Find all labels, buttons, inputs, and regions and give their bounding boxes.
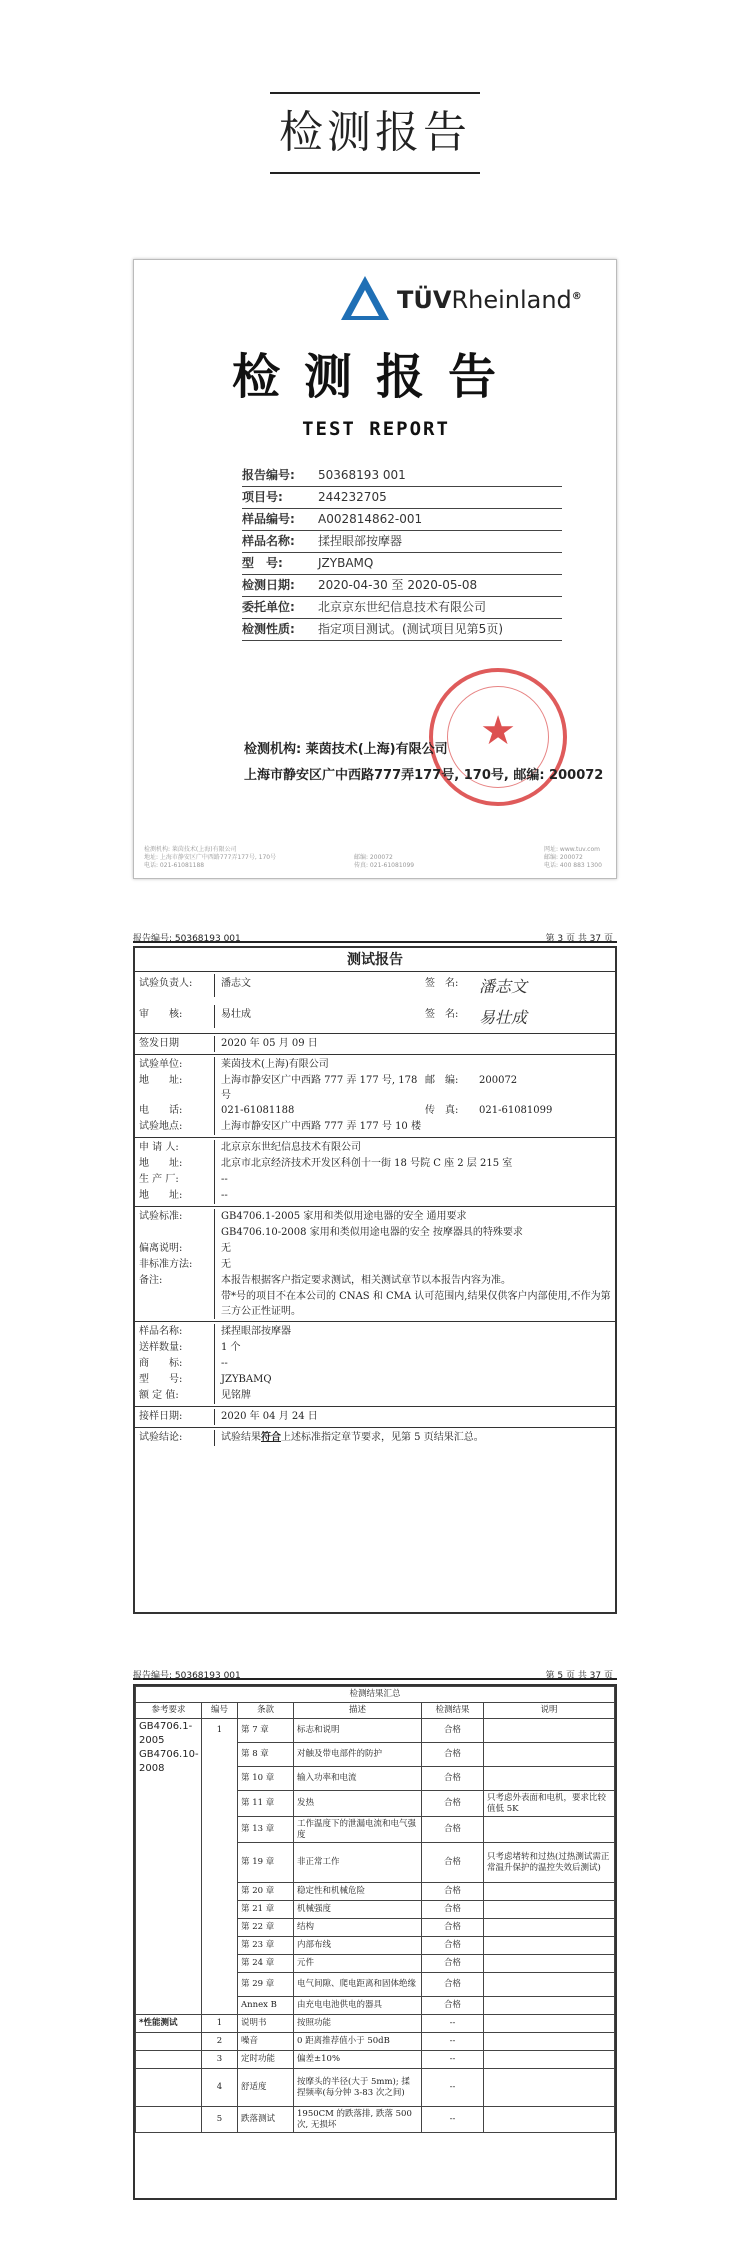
field-report-no bbox=[242, 465, 562, 487]
col-header: 描述 bbox=[294, 1703, 422, 1719]
value: -- bbox=[221, 1358, 228, 1369]
result: 合格 bbox=[422, 1817, 484, 1843]
perf-item: 说明书 bbox=[238, 2015, 294, 2033]
cover-footer bbox=[134, 846, 618, 876]
field-model bbox=[242, 553, 562, 575]
desc: 对触及带电部件的防护 bbox=[294, 1743, 422, 1767]
sample-block bbox=[135, 1322, 615, 1407]
conclusion-text: 上述标准指定章节要求，见第 5 页结果汇总。 bbox=[281, 1432, 484, 1443]
note bbox=[484, 1955, 615, 1973]
value: GB4706.1-2005 家用和类似用途电器的安全 通用要求 bbox=[221, 1211, 467, 1222]
note bbox=[484, 1719, 615, 1743]
perf-row bbox=[136, 2107, 615, 2133]
note bbox=[484, 1997, 615, 2015]
result: 合格 bbox=[422, 1883, 484, 1901]
value: 021-61081099 bbox=[479, 1105, 553, 1116]
cover-fields bbox=[242, 465, 562, 641]
value: 北京市北京经济技术开发区科创十一街 18 号院 C 座 2 层 215 室 bbox=[221, 1158, 513, 1169]
label: 电 话: bbox=[135, 1103, 215, 1119]
value: JZYBAMQ bbox=[221, 1374, 272, 1385]
perf-label: *性能测试 bbox=[136, 2015, 202, 2033]
clause: 第 29 章 bbox=[238, 1973, 294, 1997]
value: 无 bbox=[221, 1243, 231, 1254]
value: 200072 bbox=[479, 1075, 518, 1086]
clause: 第 21 章 bbox=[238, 1901, 294, 1919]
value: -- bbox=[221, 1174, 228, 1185]
value: 北京京东世纪信息技术有限公司 bbox=[221, 1142, 361, 1153]
footer-line: 电话: 400 883 1300 bbox=[544, 862, 602, 869]
field-key: 报告编号: bbox=[242, 468, 295, 482]
perf-no: 1 bbox=[202, 2015, 238, 2033]
footer-line: 传真: 021-61081099 bbox=[354, 862, 415, 869]
result: 合格 bbox=[422, 1743, 484, 1767]
perf-desc: 偏差±10% bbox=[294, 2051, 422, 2069]
label: 生 产 厂: bbox=[135, 1172, 215, 1188]
page5 bbox=[133, 1684, 617, 2200]
desc: 元件 bbox=[294, 1955, 422, 1973]
perf-desc: 按摩头的半径(大于 5mm); 揉捏频率(每分钟 3-83 次之间) bbox=[294, 2069, 422, 2107]
field-key: 样品编号: bbox=[242, 512, 295, 526]
note bbox=[484, 1919, 615, 1937]
field-client bbox=[242, 597, 562, 619]
col-header: 说明 bbox=[484, 1703, 615, 1719]
issue-date-row bbox=[135, 1034, 615, 1055]
page3 bbox=[133, 946, 617, 1614]
value: 021-61081188 bbox=[221, 1105, 295, 1116]
field-value: 50368193 001 bbox=[318, 468, 406, 482]
note bbox=[484, 1937, 615, 1955]
value: 2020 年 05 月 09 日 bbox=[221, 1038, 318, 1049]
field-value: A002814862-001 bbox=[318, 512, 423, 526]
clause: 第 20 章 bbox=[238, 1883, 294, 1901]
std-ref: GB4706.1-2005 GB4706.10-2008 bbox=[136, 1719, 202, 2015]
footer-line: 邮编: 200072 bbox=[354, 854, 393, 861]
field-test-type bbox=[242, 619, 562, 641]
clause: 第 7 章 bbox=[238, 1719, 294, 1743]
clause: 第 11 章 bbox=[238, 1791, 294, 1817]
field-value: 揉捏眼部按摩器 bbox=[318, 534, 403, 548]
value: 带*号的项目不在本公司的 CNAS 和 CMA 认可范围内,结果仅供客户内部使用,不作为第三方公正性证明。 bbox=[221, 1291, 611, 1317]
conclusion-result: 符合 bbox=[261, 1432, 281, 1443]
label: 样品名称: bbox=[135, 1324, 215, 1340]
perf-no: 4 bbox=[202, 2069, 238, 2107]
tuv-logo bbox=[339, 272, 609, 332]
desc: 机械强度 bbox=[294, 1901, 422, 1919]
signature-block bbox=[135, 972, 615, 1034]
label: 非标准方法: bbox=[135, 1257, 215, 1273]
note bbox=[484, 1973, 615, 1997]
label: 签发日期 bbox=[135, 1036, 215, 1052]
perf-result: -- bbox=[422, 2069, 484, 2107]
desc: 标志和说明 bbox=[294, 1719, 422, 1743]
field-sample-no bbox=[242, 509, 562, 531]
desc: 电气间隙、爬电距离和固体绝缘 bbox=[294, 1973, 422, 1997]
lab-address: 上海市静安区广中西路777弄177号, 170号, 邮编: 200072 bbox=[244, 768, 604, 783]
label: 额 定 值: bbox=[135, 1388, 215, 1404]
clause: 第 13 章 bbox=[238, 1817, 294, 1843]
desc: 工作温度下的泄漏电流和电气强度 bbox=[294, 1817, 422, 1843]
col-header: 编号 bbox=[202, 1703, 238, 1719]
clause: 第 10 章 bbox=[238, 1767, 294, 1791]
note bbox=[484, 1743, 615, 1767]
field-value: JZYBAMQ bbox=[318, 556, 374, 570]
cover-page bbox=[133, 259, 617, 879]
label: 商 标: bbox=[135, 1356, 215, 1372]
desc: 结构 bbox=[294, 1919, 422, 1937]
desc: 内部布线 bbox=[294, 1937, 422, 1955]
page3-title: 测试报告 bbox=[135, 948, 615, 972]
conclusion-text: 试验结果 bbox=[221, 1432, 261, 1443]
label: 接样日期: bbox=[135, 1409, 215, 1425]
label: 试验地点: bbox=[135, 1119, 215, 1135]
title-rule-top bbox=[270, 92, 480, 94]
result: 合格 bbox=[422, 1973, 484, 1997]
cover-subtitle: TEST REPORT bbox=[302, 418, 450, 440]
label: 签 名: bbox=[425, 978, 459, 989]
value: 揉捏眼部按摩器 bbox=[221, 1326, 291, 1337]
label: 试验单位: bbox=[135, 1057, 215, 1073]
tester-signature: 潘志文 bbox=[479, 977, 528, 996]
result: 合格 bbox=[422, 1955, 484, 1973]
label: 传 真: bbox=[425, 1105, 459, 1116]
test-lab: 检测机构: 莱茵技术(上海)有限公司 bbox=[244, 742, 448, 757]
perf-row bbox=[136, 2033, 615, 2051]
value: 上海市静安区广中西路 777 弄 177 号, 178 号 bbox=[221, 1075, 418, 1101]
brand-normal: Rheinland bbox=[451, 286, 572, 314]
desc: 非正常工作 bbox=[294, 1843, 422, 1883]
seal-star-icon: ★ bbox=[480, 708, 516, 754]
perf-row bbox=[136, 2069, 615, 2107]
col-header: 参考要求 bbox=[136, 1703, 202, 1719]
field-value: 2020-04-30 至 2020-05-08 bbox=[318, 578, 478, 592]
result: 合格 bbox=[422, 1919, 484, 1937]
reviewer-signature: 易壮成 bbox=[479, 1008, 528, 1027]
clause: 第 23 章 bbox=[238, 1937, 294, 1955]
results-summary-table bbox=[135, 1686, 615, 2133]
result: 合格 bbox=[422, 1997, 484, 2015]
label: 型 号: bbox=[135, 1372, 215, 1388]
perf-no: 3 bbox=[202, 2051, 238, 2069]
note bbox=[484, 1767, 615, 1791]
section-title: 检测报告 bbox=[279, 107, 471, 158]
perf-result: -- bbox=[422, 2107, 484, 2133]
field-test-date bbox=[242, 575, 562, 597]
test-unit-block bbox=[135, 1055, 615, 1138]
note bbox=[484, 1817, 615, 1843]
value: 潘志文 bbox=[221, 978, 251, 989]
clause: 第 8 章 bbox=[238, 1743, 294, 1767]
footer-line: 网址: www.tuv.com bbox=[544, 846, 600, 853]
desc: 发热 bbox=[294, 1791, 422, 1817]
value: 莱茵技术(上海)有限公司 bbox=[221, 1059, 329, 1070]
applicant-block bbox=[135, 1138, 615, 1207]
field-project-no bbox=[242, 487, 562, 509]
field-sample-name bbox=[242, 531, 562, 553]
company-seal bbox=[429, 668, 567, 806]
footer-line: 检测机构: 莱茵技术(上海)有限公司 bbox=[144, 846, 237, 853]
perf-desc: 按照功能 bbox=[294, 2015, 422, 2033]
field-key: 委托单位: bbox=[242, 600, 295, 614]
desc: 由充电电池供电的器具 bbox=[294, 1997, 422, 2015]
desc: 稳定性和机械危险 bbox=[294, 1883, 422, 1901]
label: 地 址: bbox=[135, 1073, 215, 1103]
result: 合格 bbox=[422, 1767, 484, 1791]
value: 1 个 bbox=[221, 1342, 241, 1353]
footer-line: 邮编: 200072 bbox=[544, 854, 583, 861]
receive-date-row bbox=[135, 1407, 615, 1428]
field-key: 检测日期: bbox=[242, 578, 295, 592]
cover-title: 检测报告 bbox=[231, 349, 520, 405]
desc: 输入功率和电流 bbox=[294, 1767, 422, 1791]
clause: 第 24 章 bbox=[238, 1955, 294, 1973]
report-number: 报告编号: 50368193 001 bbox=[133, 934, 241, 944]
value: GB4706.10-2008 家用和类似用途电器的安全 按摩器具的特殊要求 bbox=[221, 1227, 523, 1238]
perf-desc: 1950CM 的跌落排, 跌落 500 次, 无损坏 bbox=[294, 2107, 422, 2133]
label: 邮 编: bbox=[425, 1075, 459, 1086]
result: 合格 bbox=[422, 1719, 484, 1743]
label: 备注: bbox=[135, 1273, 215, 1289]
field-key: 检测性质: bbox=[242, 622, 295, 636]
result: 合格 bbox=[422, 1937, 484, 1955]
note: 只考虑外表面和电机，要求比较值低 5K bbox=[484, 1791, 615, 1817]
field-key: 型 号: bbox=[242, 556, 283, 570]
label: 地 址: bbox=[135, 1188, 215, 1204]
perf-no: 5 bbox=[202, 2107, 238, 2133]
value: 易壮成 bbox=[221, 1009, 251, 1020]
report-number: 报告编号: 50368193 001 bbox=[133, 1671, 241, 1681]
label: 试验结论: bbox=[135, 1430, 215, 1446]
label: 试验负责人: bbox=[135, 974, 215, 997]
standards-block bbox=[135, 1207, 615, 1322]
clause: 第 19 章 bbox=[238, 1843, 294, 1883]
note: 只考虑堵转和过热(过热测试需正常温升保护的温控失效后测试) bbox=[484, 1843, 615, 1883]
tuv-triangle-icon bbox=[339, 272, 391, 324]
label: 偏离说明: bbox=[135, 1241, 215, 1257]
conclusion-row bbox=[135, 1428, 615, 1448]
value: 2020 年 04 月 24 日 bbox=[221, 1411, 318, 1422]
note bbox=[484, 1901, 615, 1919]
value: 本报告根据客户指定要求测试，相关测试章节以本报告内容为准。 bbox=[221, 1275, 511, 1286]
page-indicator: 第 3 页 共 37 页 bbox=[545, 934, 613, 944]
label: 签 名: bbox=[425, 1009, 459, 1020]
label: 试验标准: bbox=[135, 1209, 215, 1225]
page5-header bbox=[133, 1668, 617, 1680]
perf-item: 跌落测试 bbox=[238, 2107, 294, 2133]
brand-mark: ® bbox=[571, 291, 582, 302]
perf-item: 噪音 bbox=[238, 2033, 294, 2051]
field-value: 244232705 bbox=[318, 490, 387, 504]
perf-result: -- bbox=[422, 2015, 484, 2033]
result: 合格 bbox=[422, 1901, 484, 1919]
col-header: 条款 bbox=[238, 1703, 294, 1719]
field-key: 项目号: bbox=[242, 490, 283, 504]
perf-result: -- bbox=[422, 2051, 484, 2069]
label: 地 址: bbox=[135, 1156, 215, 1172]
result: 合格 bbox=[422, 1791, 484, 1817]
clause: Annex B bbox=[238, 1997, 294, 2015]
table-row: GB4706.1-2005 GB4706.10-2008 1 第 7 章 标志和说明 合格 bbox=[136, 1719, 615, 1743]
field-value: 指定项目测试。(测试项目见第5页) bbox=[318, 622, 503, 636]
perf-result: -- bbox=[422, 2033, 484, 2051]
clause: 第 22 章 bbox=[238, 1919, 294, 1937]
perf-row bbox=[136, 2015, 615, 2033]
title-rule-bottom bbox=[270, 172, 480, 174]
table-title: 检测结果汇总 bbox=[136, 1687, 615, 1703]
field-value: 北京京东世纪信息技术有限公司 bbox=[318, 600, 487, 614]
value: -- bbox=[221, 1190, 228, 1201]
result: 合格 bbox=[422, 1843, 484, 1883]
label: 申 请 人: bbox=[135, 1140, 215, 1156]
perf-no: 2 bbox=[202, 2033, 238, 2051]
perf-desc: 0 距离推荐值小于 50dB bbox=[294, 2033, 422, 2051]
perf-item: 定时功能 bbox=[238, 2051, 294, 2069]
footer-line: 地址: 上海市静安区广中西路777弄177号, 170号 bbox=[144, 854, 277, 861]
value: 上海市静安区广中西路 777 弄 177 号 10 楼 bbox=[221, 1121, 421, 1132]
label: 送样数量: bbox=[135, 1340, 215, 1356]
col-header: 检测结果 bbox=[422, 1703, 484, 1719]
page3-header bbox=[133, 931, 617, 943]
perf-item: 舒适度 bbox=[238, 2069, 294, 2107]
value: 见铭牌 bbox=[221, 1390, 251, 1401]
note bbox=[484, 1883, 615, 1901]
brand-bold: TÜV bbox=[397, 286, 452, 314]
field-key: 样品名称: bbox=[242, 534, 295, 548]
footer-line: 电话: 021-61081188 bbox=[144, 862, 205, 869]
page-indicator: 第 5 页 共 37 页 bbox=[545, 1671, 613, 1681]
label: 审 核: bbox=[135, 1005, 215, 1028]
perf-row bbox=[136, 2051, 615, 2069]
value: 无 bbox=[221, 1259, 231, 1270]
